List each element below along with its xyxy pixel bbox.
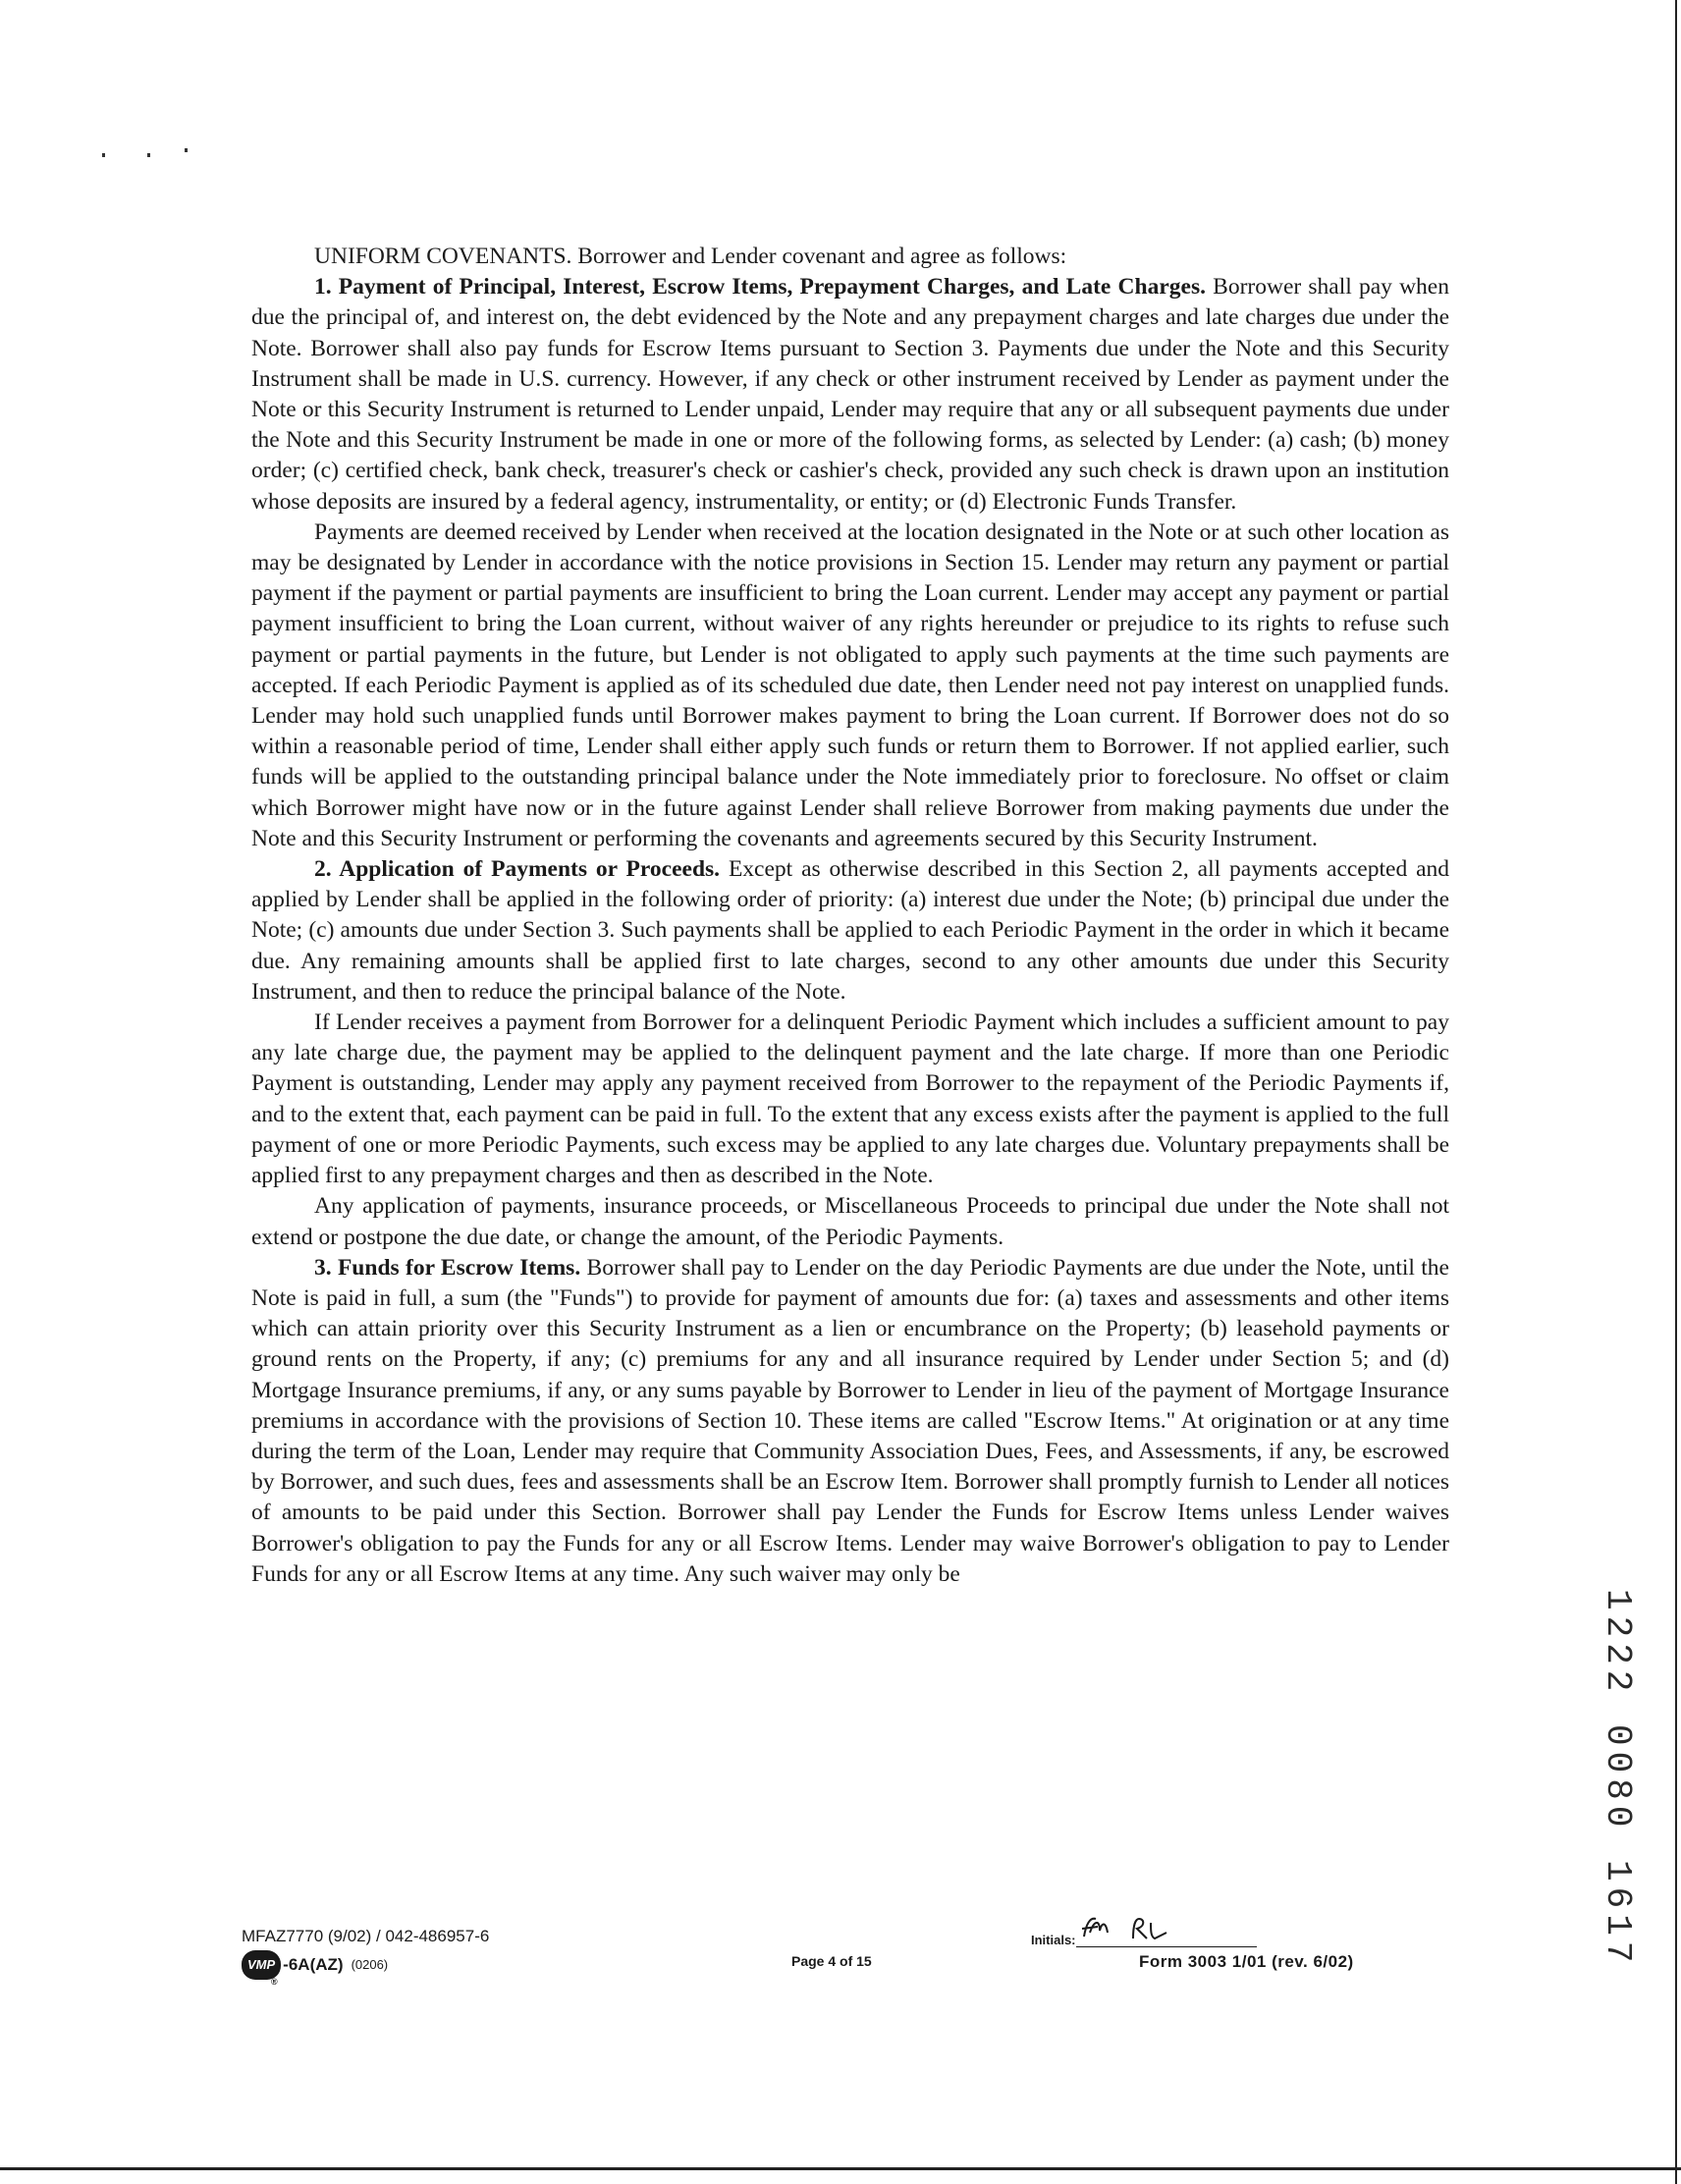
scan-speck: [185, 148, 188, 152]
section-2-heading: 2. Application of Payments or Proceeds.: [314, 856, 721, 883]
form-number: Form 3003 1/01 (rev. 6/02): [1139, 1952, 1354, 1971]
vmp-code: (0206): [351, 1957, 389, 1972]
initials-label: Initials:: [1031, 1933, 1076, 1947]
form-code: MFAZ7770 (9/02) / 042-486957-6: [242, 1927, 490, 1945]
vmp-form-id: [242, 1950, 489, 1987]
payments-paragraph: Payments are deemed received by Lender when received at the location designated in the Note or at such other location as may be designated by Lender in accordance with the notice provisions in Section 15. Lender may return any payment or partial payment if the payment or partial payments are insufficient to bring the Loan current. Lender may accept any payment or partial payment insufficient to bring the Loan current, without waiver of any rights hereunder or prejudice to its rights to refuse such payment or partial payments in the future, but Lender is not obligated to apply such payments at the time such payments are accepted. If each Periodic Payment is applied as of its scheduled due date, then Lender need not pay interest on unapplied funds. Lender may hold such unapplied funds until Borrower makes payment to bring the Loan current. If Borrower does not do so within a reasonable period of time, Lender shall either apply such funds or return them to Borrower. If not applied earlier, such funds will be applied to the outstanding principal balance under the Note immediately prior to foreclosure. No offset or claim which Borrower might have now or in the future against Lender shall relieve Borrower from making payments due under the Note and this Security Instrument or performing the covenants and agreements secured by this Security Instrument.: [251, 519, 1449, 851]
handwritten-initials-icon: [1076, 1911, 1257, 1944]
application-paragraph: Any application of payments, insurance proceeds, or Miscellaneous Proceeds to principal due under the Note shall not extend or postpone the due date, or change the amount, of the Periodic Payments.: [251, 1193, 1449, 1250]
section-3: [251, 1253, 1449, 1590]
page-number: Page 4 of 15: [791, 1953, 872, 1969]
covenants-body: [251, 242, 1449, 1590]
vmp-form: -6A(AZ): [283, 1955, 344, 1974]
section-1: [251, 272, 1449, 518]
section-3-text: Borrower shall pay to Lender on the day Periodic Payments are due under the Note, until the Note is paid in full, a sum (the "Funds") to provide for payment of amounts due for: (a) taxes and assessments and other items which can attain priority over this Security Instrument as a lien or encumbrance on the Property; (b) leasehold payments or ground rents on the Property, if any; (c) premiums for any and all insurance required by Lender under Section 5; and (d) Mortgage Insurance premiums, if any, or any sums payable by Borrower to Lender in lieu of the payment of Mortgage Insurance premiums in accordance with the provisions of Section 10. These items are called "Escrow Items." At origination or at any time during the term of the Loan, Lender may require that Community Association Dues, Fees, and Assessments, if any, be escrowed by Borrower, and such dues, fees and assessments shall be an Escrow Item. Borrower shall promptly furnish to Lender all notices of amounts to be paid under this Section. Borrower shall pay Lender the Funds for Escrow Items unless Lender waives Borrower's obligation to pay the Funds for any or all Escrow Items. Lender may waive Borrower's obligation to pay to Lender Funds for any or all Escrow Items at any time. Any such waiver may only be: [251, 1254, 1449, 1587]
footer-form-info: [242, 1923, 490, 1987]
recording-stamp: 1222 0080 1617: [1598, 1589, 1638, 1969]
section-2: [251, 854, 1449, 1008]
section-1-heading: 1. Payment of Principal, Interest, Escrow Items, Prepayment Charges, and Late Charges.: [314, 274, 1206, 300]
section-3-heading: 3. Funds for Escrow Items.: [314, 1254, 581, 1281]
covenants-intro: UNIFORM COVENANTS. Borrower and Lender covenant and agree as follows:: [314, 244, 1067, 269]
scan-edge-bottom: [0, 2167, 1681, 2170]
vmp-logo-icon: VMP ®: [242, 1950, 281, 1980]
initials-field: [1031, 1917, 1257, 1947]
section-1-text: Borrower shall pay when due the principal of, and interest on, the debt evidenced by the Note and any prepayment charges and late charges due under the Note. Borrower shall also pay funds for Escrow Items pursuant to Section 3. Payments due under the Note and this Security Instrument shall be made in U.S. currency. However, if any check or other instrument received by Lender as payment under the Note or this Security Instrument is returned to Lender unpaid, Lender may require that any or all subsequent payments due under the Note and this Security Instrument be made in one or more of the following forms, as selected by Lender: (a) cash; (b) money order; (c) certified check, bank check, treasurer's check or cashier's check, provided any such check is drawn upon an institution whose deposits are insured by a federal agency, instrumentality, or entity; or (d) Electronic Funds Transfer.: [251, 274, 1449, 515]
scan-speck: [147, 153, 150, 157]
section-2-text: Except as otherwise described in this Section 2, all payments accepted and applied by Lender shall be applied in the following order of priority: (a) interest due under the Note; (b) principal due under the Note; (c) amounts due under Section 3. Such payments shall be applied to each Periodic Payment in the order in which it became due. Any remaining amounts shall be applied first to late charges, second to any other amounts due under this Security Instrument, and then to reduce the principal balance of the Note.: [251, 856, 1450, 1005]
delinquent-paragraph: If Lender receives a payment from Borrower for a delinquent Periodic Payment which includes a sufficient amount to pay any late charge due, the payment may be applied to the delinquent payment and the late charge. If more than one Periodic Payment is outstanding, Lender may apply any payment received from Borrower to the repayment of the Periodic Payments if, and to the extent that, each payment can be paid in full. To the extent that any excess exists after the payment is applied to the full payment of one or more Periodic Payments, such excess may be applied to any late charges due. Voluntary prepayments shall be applied first to any prepayment charges and then as described in the Note.: [251, 1010, 1449, 1189]
scan-speck: [102, 153, 105, 157]
scan-edge-right: [1675, 0, 1677, 2184]
initials-signature: [1076, 1917, 1257, 1947]
